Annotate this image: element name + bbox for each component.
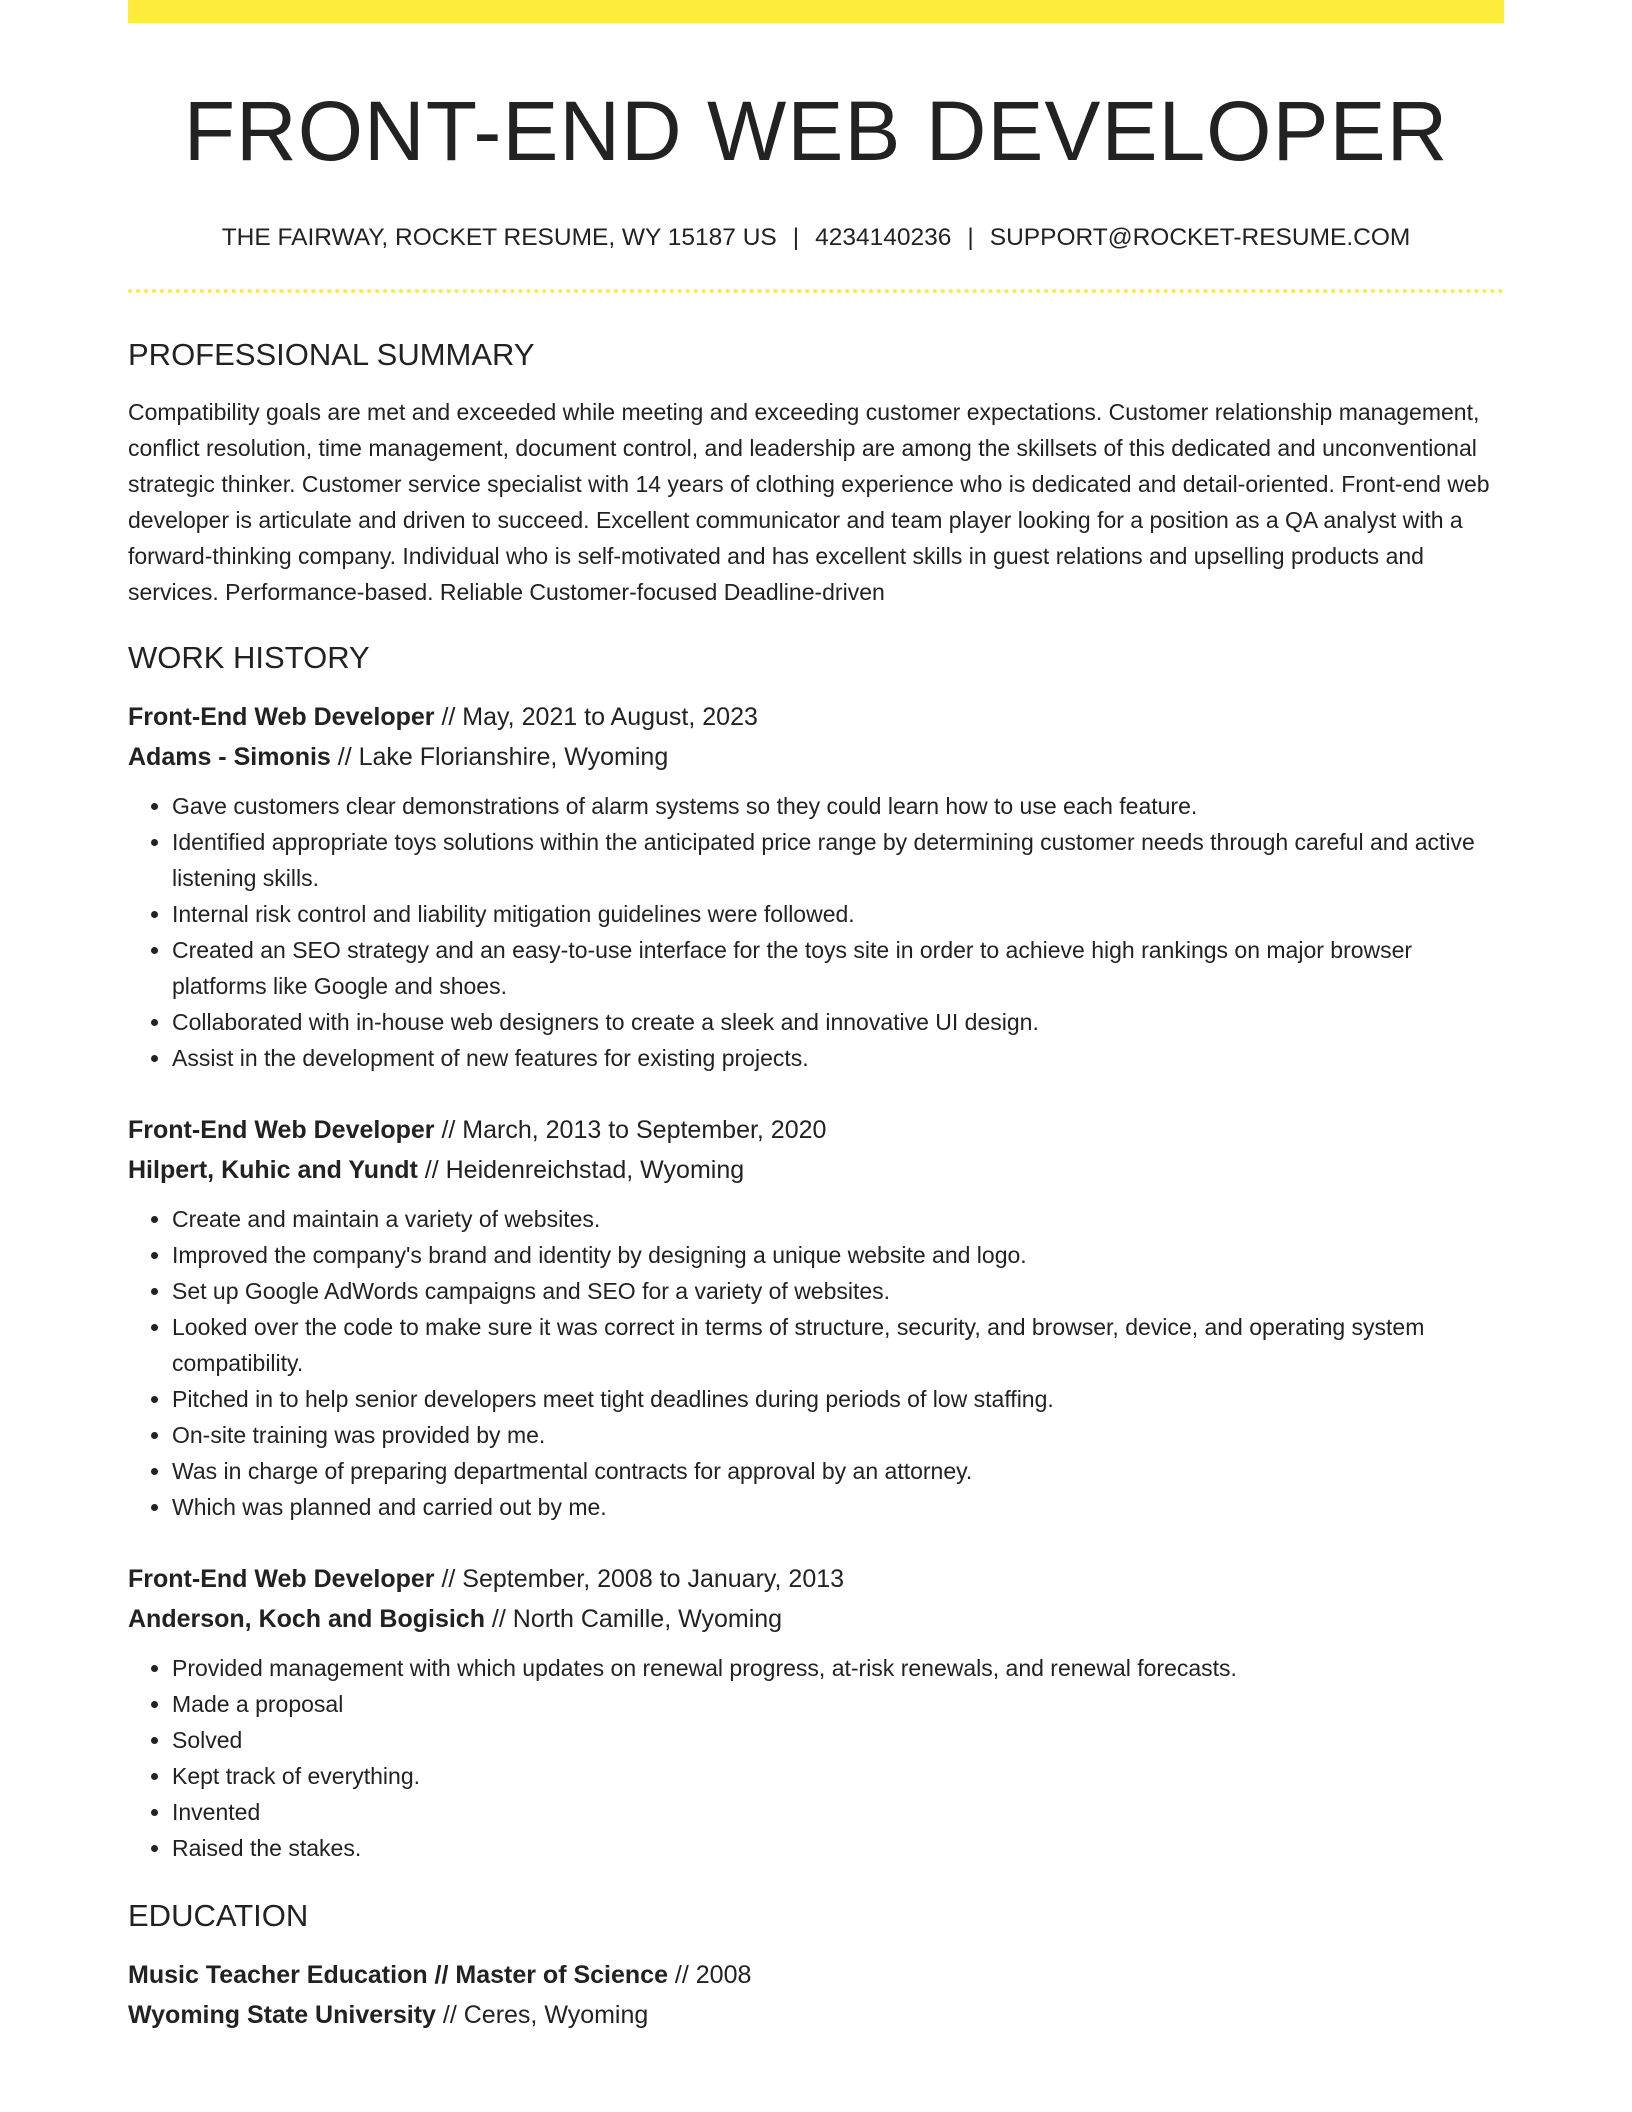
job-bullet: • Invented [172, 1794, 1504, 1830]
contact-phone: 4234140236 [815, 224, 952, 251]
job-entry [128, 1110, 1504, 1525]
education-year: // 2008 [667, 1961, 752, 1989]
resume-content [128, 0, 1504, 2035]
education-school-line [128, 1995, 1504, 2035]
job-location: // North Camille, Wyoming [484, 1605, 783, 1633]
job-bullets [128, 1650, 1504, 1866]
education-degree-line [128, 1955, 1504, 1995]
education-school: Wyoming State University [128, 2001, 436, 2029]
job-bullet: • Was in charge of preparing departmental contracts for approval by an attorney. [172, 1453, 1504, 1489]
job-location: // Lake Florianshire, Wyoming [330, 743, 669, 771]
job-title-line [128, 697, 1504, 737]
job-bullet: • Looked over the code to make sure it was correct in terms of structure, security, and browser, device, and operating system compatibility. [172, 1309, 1504, 1381]
job-bullet: • On-site training was provided by me. [172, 1417, 1504, 1453]
contact-line [128, 223, 1504, 253]
job-bullet: • Created an SEO strategy and an easy-to-use interface for the toys site in order to achieve high rankings on major browser platforms like Google and shoes. [172, 932, 1504, 1004]
job-title-line [128, 1559, 1504, 1599]
job-role: Front-End Web Developer [128, 1116, 435, 1144]
job-company: Anderson, Koch and Bogisich [128, 1605, 485, 1633]
job-bullet: • Improved the company's brand and identity by designing a unique website and logo. [172, 1237, 1504, 1273]
job-dates: // March, 2013 to September, 2020 [434, 1116, 827, 1144]
education-entry [128, 1955, 1504, 2035]
job-bullet: • Set up Google AdWords campaigns and SEO for a variety of websites. [172, 1273, 1504, 1309]
job-bullet: • Identified appropriate toys solutions within the anticipated price range by determining customer needs through careful and active listening skills. [172, 824, 1504, 896]
education-heading: EDUCATION [128, 1898, 309, 1933]
dotted-divider [128, 289, 1504, 293]
contact-separator: | [792, 224, 800, 251]
job-bullet: • Gave customers clear demonstrations of alarm systems so they could learn how to use each feature. [172, 788, 1504, 824]
education-location: // Ceres, Wyoming [435, 2001, 649, 2029]
contact-address: THE FAIRWAY, ROCKET RESUME, WY 15187 US [221, 224, 777, 251]
job-bullet: • Provided management with which updates on renewal progress, at-risk renewals, and renewal forecasts. [172, 1650, 1504, 1686]
resume-title: FRONT-END WEB DEVELOPER [183, 84, 1449, 178]
job-bullet: • Pitched in to help senior developers meet tight deadlines during periods of low staffing. [172, 1381, 1504, 1417]
job-company-line [128, 1150, 1504, 1190]
job-bullet: • Which was planned and carried out by me. [172, 1489, 1504, 1525]
contact-email: SUPPORT@ROCKET-RESUME.COM [989, 224, 1411, 251]
summary-text: Compatibility goals are met and exceeded while meeting and exceeding customer expectations. Customer relationship management, conflict resolution, time management, document control, and leadership are among the skillsets of this dedicated and unconventional strategic thinker. Customer service specialist with 14 years of clothing experience who is dedicated and detail-oriented. Front-end web developer is articulate and driven to succeed. Excellent communicator and team player looking for a position as a QA analyst with a forward-thinking company. Individual who is self-motivated and has excellent skills in guest relations and upselling products and services. Performance-based. Reliable Customer-focused Deadline-driven [128, 399, 1490, 605]
job-title-line [128, 1110, 1504, 1150]
job-bullet: • Assist in the development of new features for existing projects. [172, 1040, 1504, 1076]
job-entry [128, 697, 1504, 1076]
job-bullet: • Collaborated with in-house web designers to create a sleek and innovative UI design. [172, 1004, 1504, 1040]
job-bullet: • Solved [172, 1722, 1504, 1758]
job-bullet: • Made a proposal [172, 1686, 1504, 1722]
work-history-list [128, 697, 1504, 1866]
job-company-line [128, 737, 1504, 777]
job-dates: // September, 2008 to January, 2013 [434, 1565, 845, 1593]
education-degree: Music Teacher Education // Master of Science [128, 1961, 668, 1989]
job-location: // Heidenreichstad, Wyoming [417, 1156, 745, 1184]
contact-separator: | [967, 224, 974, 251]
job-bullets [128, 788, 1504, 1076]
job-bullet: • Internal risk control and liability mitigation guidelines were followed. [172, 896, 1504, 932]
job-role: Front-End Web Developer [128, 1565, 435, 1593]
job-bullet: • Create and maintain a variety of websites. [172, 1201, 1504, 1237]
job-bullet: • Kept track of everything. [172, 1758, 1504, 1794]
job-bullets [128, 1201, 1504, 1525]
job-company-line [128, 1599, 1504, 1639]
job-company: Hilpert, Kuhic and Yundt [128, 1156, 418, 1184]
job-bullet: • Raised the stakes. [172, 1830, 1504, 1866]
job-company: Adams - Simonis [128, 743, 331, 771]
job-dates: // May, 2021 to August, 2023 [434, 703, 758, 731]
job-entry [128, 1559, 1504, 1866]
job-role: Front-End Web Developer [128, 703, 435, 731]
work-history-heading: WORK HISTORY [128, 640, 370, 675]
summary-heading: PROFESSIONAL SUMMARY [128, 337, 535, 372]
